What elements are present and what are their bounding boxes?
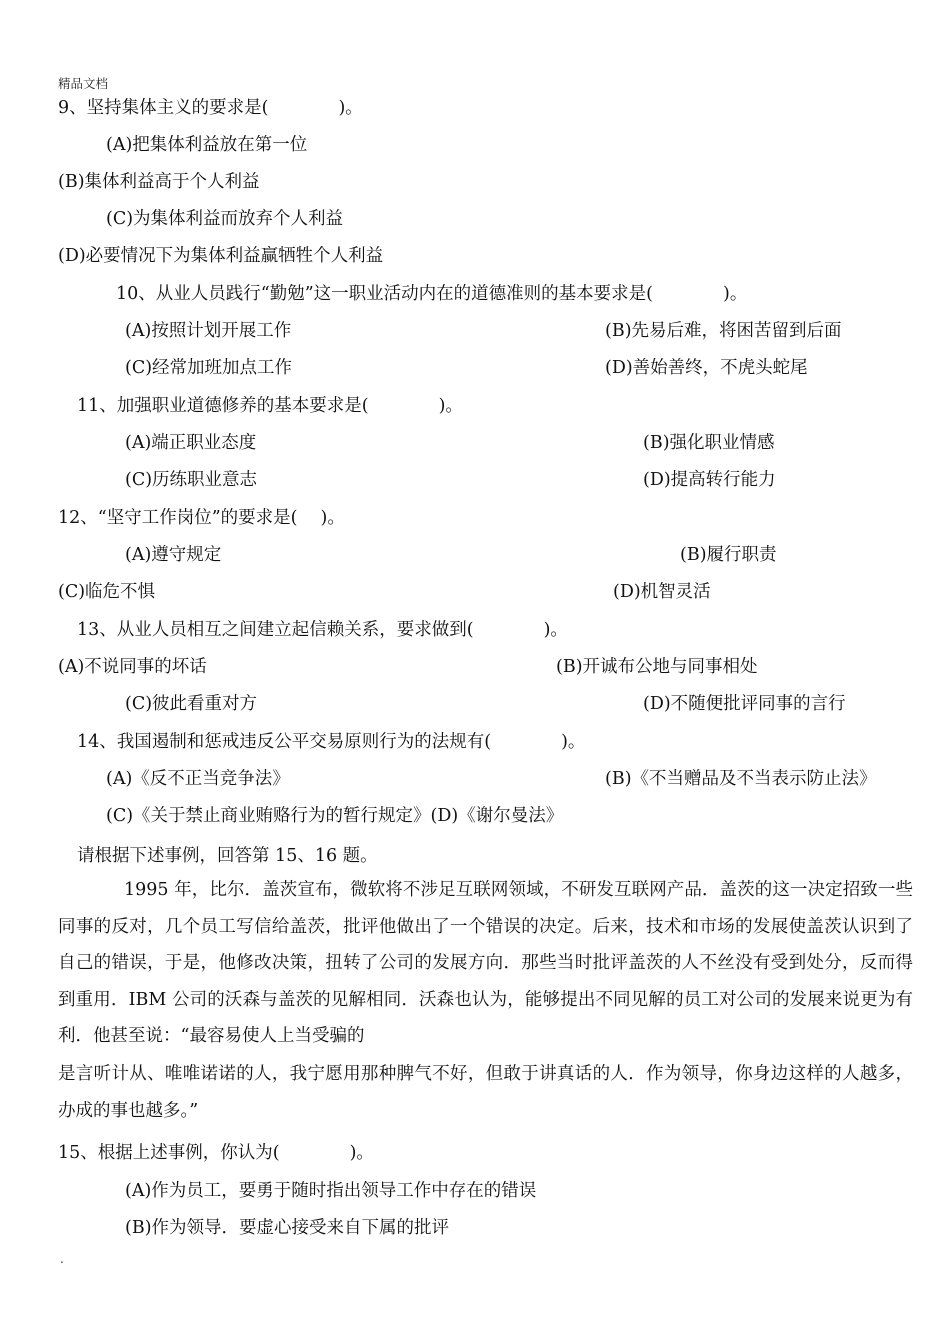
question-13-stem: 13、从业人员相互之间建立起信赖关系，要求做到( )。 [77, 620, 568, 640]
question-14-option-b: (B)《不当赠品及不当表示防止法》 [605, 769, 877, 789]
question-9-option-c: (C)为集体利益而放弃个人利益 [106, 209, 344, 229]
question-15-stem: 15、根据上述事例，你认为( )。 [58, 1143, 374, 1163]
question-11-stem: 11、加强职业道德修养的基本要求是( )。 [77, 396, 463, 416]
question-12-option-b: (B)履行职责 [680, 545, 777, 565]
question-13-option-a: (A)不说同事的坏话 [58, 657, 207, 677]
question-11-option-d: (D)提高转行能力 [643, 470, 776, 490]
question-10-option-b: (B)先易后难，将困苦留到后面 [605, 321, 842, 341]
question-14-stem: 14、我国遏制和惩戒违反公平交易原则行为的法规有( )。 [77, 732, 586, 752]
question-14-option-a: (A)《反不正当竞争法》 [106, 769, 290, 789]
question-13-option-b: (B)开诚布公地与同事相处 [556, 657, 758, 677]
question-15-option-a: (A)作为员工，要勇于随时指出领导工作中存在的错误 [125, 1181, 537, 1201]
question-12-option-c: (C)临危不惧 [58, 582, 156, 602]
question-9-option-a: (A)把集体利益放在第一位 [106, 135, 308, 155]
question-13-option-c: (C)彼此看重对方 [125, 694, 258, 714]
footer-dot: . [60, 1252, 64, 1266]
question-13-option-d: (D)不随便批评同事的言行 [643, 694, 846, 714]
question-9-option-d: (D)必要情况下为集体利益赢牺牲个人利益 [58, 246, 384, 266]
case-paragraph-2: 是言听计从、唯唯诺诺的人，我宁愿用那种脾气不好，但敢于讲真话的人．作为领导，你身边这样的人越多，办成的事也越多。” [58, 1064, 913, 1121]
question-12-option-d: (D)机智灵活 [613, 582, 711, 602]
page-header: 精品文档 [58, 76, 109, 91]
question-10-stem: 10、从业人员践行“勤勉”这一职业活动内在的道德准则的基本要求是( )。 [116, 284, 748, 304]
case-intro: 请根据下述事例，回答第 15、16 题。 [77, 846, 378, 866]
question-11-option-a: (A)端正职业态度 [125, 433, 257, 453]
question-12-option-a: (A)遵守规定 [125, 545, 222, 565]
question-10-option-c: (C)经常加班加点工作 [125, 358, 293, 378]
question-14-option-cd: (C)《关于禁止商业贿赂行为的暂行规定》(D)《谢尔曼法》 [106, 806, 564, 826]
question-10-option-a: (A)按照计划开展工作 [125, 321, 292, 341]
question-11-option-b: (B)强化职业情感 [643, 433, 775, 453]
question-11-option-c: (C)历练职业意志 [125, 470, 258, 490]
case-paragraph-1: 1995 年，比尔．盖茨宣布，微软将不涉足互联网领域，不研发互联网产品．盖茨的这一决定招致一些同事的反对，几个员工写信给盖茨，批评他做出了一个错误的决定。后来，技术和市场的发展使盖茨认识到了自己的错误，于是，他修改决策，扭转了公司的发展方向．那些当时批评盖茨的人不丝没有受到处分，反而得到重用．IBM 公司的沃森与盖茨的见解相同．沃森也认为，能够提出不同见解的员工对公司的发展来说更为有利．他甚至说：“最容易使人上当受骗的 [58, 880, 913, 1046]
question-12-stem: 12、“坚守工作岗位”的要求是( )。 [58, 508, 345, 528]
question-10-option-d: (D)善始善终，不虎头蛇尾 [605, 358, 808, 378]
question-15-option-b: (B)作为领导．要虚心接受来自下属的批评 [125, 1218, 450, 1238]
question-9-stem: 9、坚持集体主义的要求是( )。 [58, 98, 363, 118]
question-9-option-b: (B)集体利益高于个人利益 [58, 172, 260, 192]
